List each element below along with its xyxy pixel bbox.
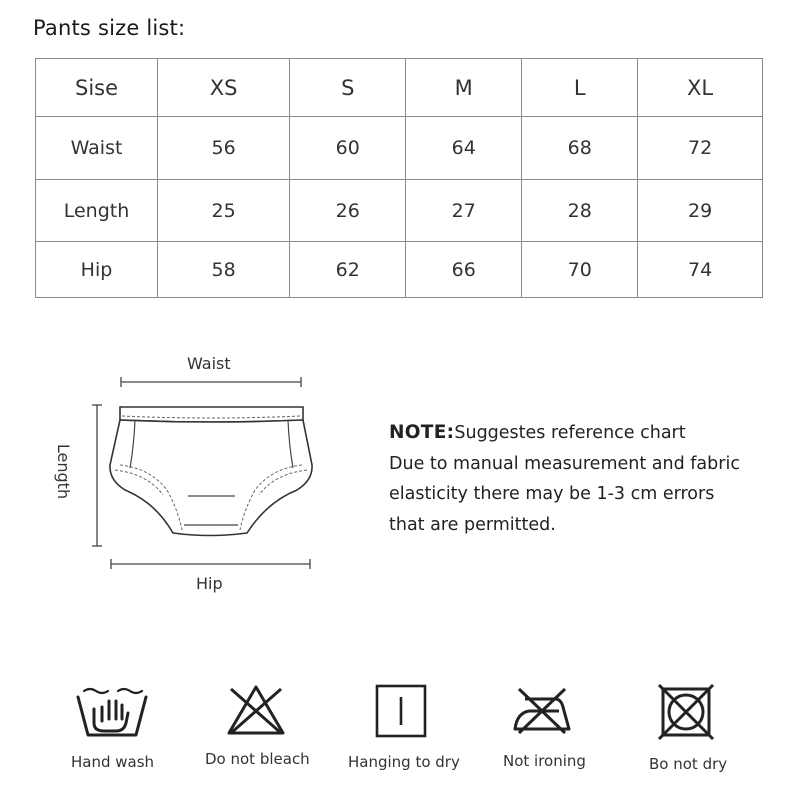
- table-cell: 74: [638, 242, 763, 298]
- table-cell: 72: [638, 117, 763, 180]
- note-line-2: Due to manual measurement and fabric: [389, 453, 740, 474]
- hang-dry-label: Hanging to dry: [348, 753, 460, 771]
- table-cell: 27: [406, 180, 522, 242]
- header-cell: Sise: [36, 59, 158, 117]
- page-title: Pants size list:: [33, 16, 186, 40]
- briefs-illustration: [60, 340, 350, 610]
- table-cell: 66: [406, 242, 522, 298]
- table-cell: 62: [290, 242, 406, 298]
- header-cell: L: [522, 59, 638, 117]
- note-line-3: elasticity there may be 1-3 cm errors: [389, 484, 715, 504]
- table-cell: 70: [522, 242, 638, 298]
- table-cell: 68: [522, 117, 638, 180]
- header-cell: XL: [638, 59, 763, 117]
- note-heading: NOTE:: [389, 422, 455, 443]
- note-line-4: that are permitted.: [389, 514, 556, 535]
- table-row: [36, 242, 763, 298]
- table-cell: 56: [158, 117, 290, 180]
- header-cell: M: [406, 59, 522, 117]
- table-cell: 25: [158, 180, 290, 242]
- table-cell: 28: [522, 180, 638, 242]
- waist-label: Waist: [187, 354, 231, 373]
- length-label: Length: [54, 443, 74, 500]
- row-label: Hip: [36, 242, 158, 298]
- size-table: [35, 58, 763, 298]
- header-cell: XS: [158, 59, 290, 117]
- no-bleach-icon: [225, 683, 287, 737]
- note-line-1: [389, 418, 740, 449]
- table-row: [36, 117, 763, 180]
- hip-label: Hip: [196, 574, 223, 593]
- no-iron-icon: [511, 683, 573, 737]
- hand-wash-icon: [74, 683, 150, 739]
- table-cell: 26: [290, 180, 406, 242]
- table-cell: 60: [290, 117, 406, 180]
- table-header-row: [36, 59, 763, 117]
- table-cell: 58: [158, 242, 290, 298]
- table-cell: 29: [638, 180, 763, 242]
- row-label: Length: [36, 180, 158, 242]
- no-tumble-dry-label: Bo not dry: [649, 755, 728, 773]
- hang-dry-icon: [374, 683, 428, 739]
- header-cell: S: [290, 59, 406, 117]
- note-block: [389, 418, 740, 540]
- no-bleach-label: Do not bleach: [205, 750, 310, 768]
- table-row: [36, 180, 763, 242]
- no-iron-label: Not ironing: [503, 752, 586, 770]
- hand-wash-label: Hand wash: [71, 753, 155, 771]
- note-text-1: Suggestes reference chart: [454, 423, 686, 443]
- table-cell: 64: [406, 117, 522, 180]
- row-label: Waist: [36, 117, 158, 180]
- measurement-diagram: [54, 340, 350, 610]
- no-tumble-dry-icon: [657, 683, 715, 741]
